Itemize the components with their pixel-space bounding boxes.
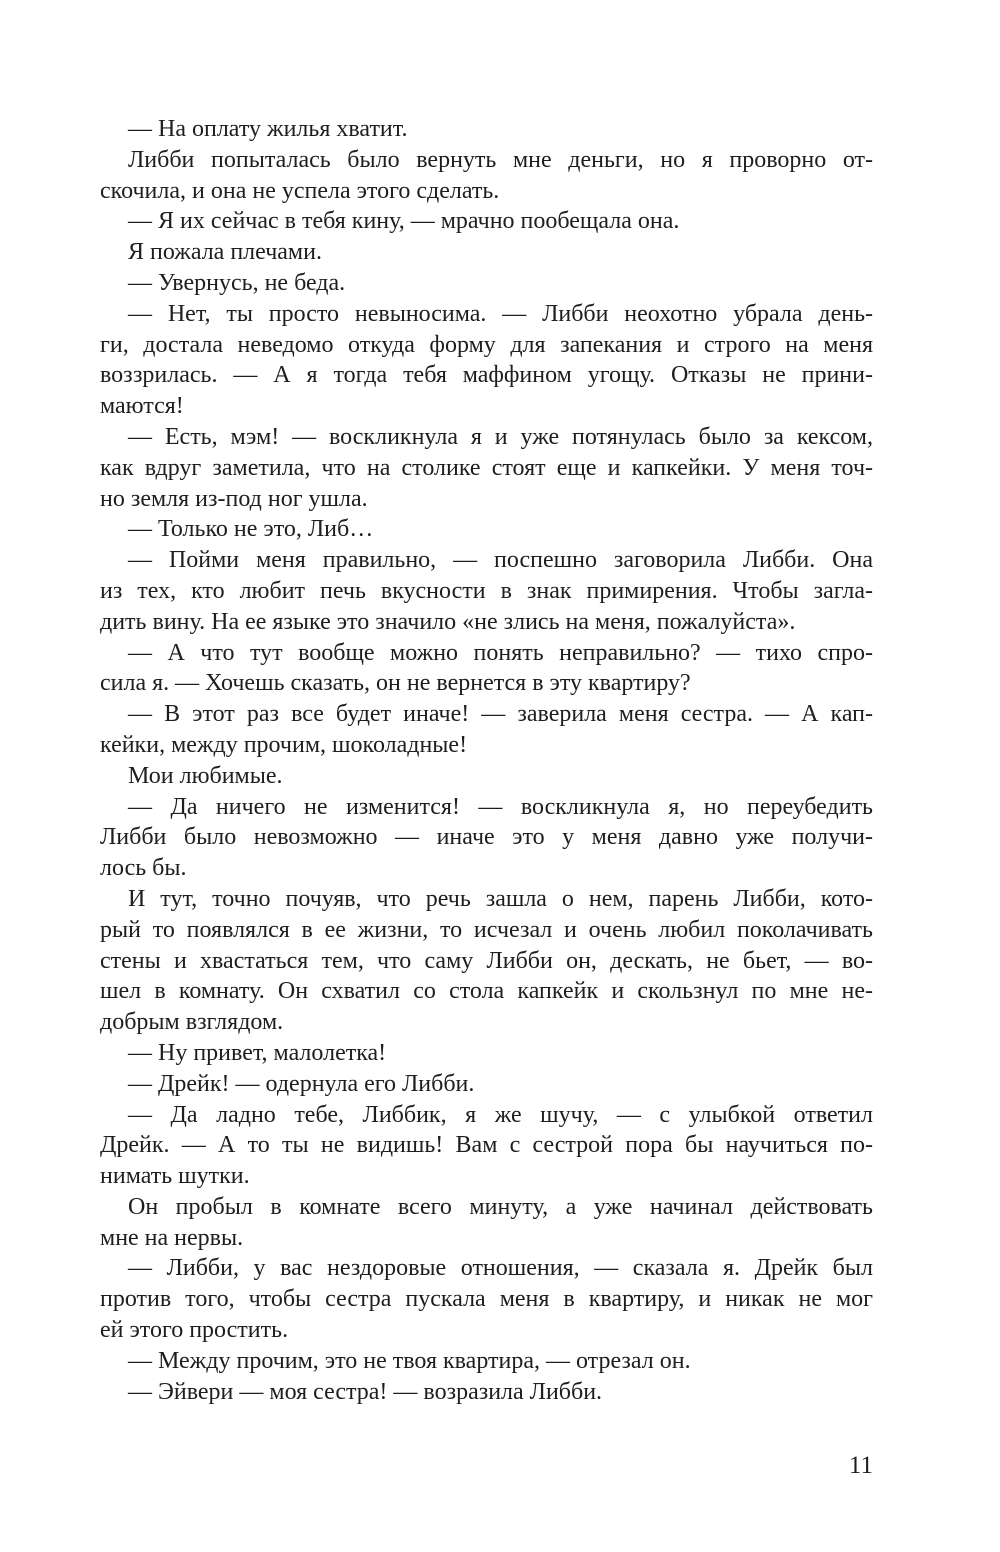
paragraph: [100, 1253, 873, 1345]
text-line: ги, достала неведомо откуда форму для запекания и строго на меня: [100, 331, 873, 358]
paragraph: [100, 299, 873, 422]
text-line: скочила, и она не успела этого сделать.: [100, 177, 500, 204]
text-line: но земля из-под ног ушла.: [100, 485, 368, 512]
text-line: воззрилась. — А я тогда тебя маффином угощу. Отказы не прини-: [100, 362, 873, 389]
text-line: как вдруг заметила, что на столике стоят еще и капкейки. У меня точ-: [100, 454, 873, 481]
text-line: против того, чтобы сестра пускала меня в квартиру, и никак не мог: [100, 1286, 873, 1313]
text-line: — Дрейк! — одернула его Либби.: [128, 1070, 475, 1097]
paragraph: [100, 1038, 873, 1069]
paragraph: [100, 514, 873, 545]
text-line: — А что тут вообще можно понять неправильно? — тихо спро-: [128, 639, 873, 666]
paragraph: [100, 1377, 873, 1408]
text-line: лось бы.: [100, 855, 187, 882]
text-line: — Я их сейчас в тебя кину, — мрачно пообещала она.: [128, 208, 680, 235]
text-line: Я пожала плечами.: [128, 239, 322, 266]
text-line: из тех, кто любит печь вкусности в знак примирения. Чтобы загла-: [100, 577, 873, 604]
paragraph: [100, 1069, 873, 1100]
text-line: сила я. — Хочешь сказать, он не вернется в эту квартиру?: [100, 670, 691, 697]
paragraph: [100, 1100, 873, 1192]
text-line: — Между прочим, это не твоя квартира, — отрезал он.: [128, 1347, 691, 1374]
text-line: Дрейк. — А то ты не видишь! Вам с сестрой пора бы научиться по-: [100, 1132, 873, 1159]
paragraph: [100, 268, 873, 299]
paragraph: [100, 792, 873, 884]
text-line: — В этот раз все будет иначе! — заверила меня сестра. — А кап-: [128, 701, 873, 728]
text-line: — Увернусь, не беда.: [128, 269, 346, 296]
text-line: нимать шутки.: [100, 1163, 250, 1190]
text-line: — Пойми меня правильно, — поспешно заговорила Либби. Она: [128, 547, 873, 574]
text-line: — Да ничего не изменится! — воскликнула я, но переубедить: [128, 793, 873, 820]
text-line: мне на нервы.: [100, 1224, 244, 1251]
text-line: — Либби, у вас нездоровые отношения, — сказала я. Дрейк был: [128, 1255, 873, 1282]
paragraph: [100, 638, 873, 700]
text-line: шел в комнату. Он схватил со стола капкейк и скользнул по мне не-: [100, 978, 873, 1005]
text-line: — Эйвери — моя сестра! — возразила Либби.: [128, 1378, 603, 1405]
text-line: И тут, точно почуяв, что речь зашла о нем, парень Либби, кото-: [128, 885, 873, 912]
text-line: рый то появлялся в ее жизни, то исчезал и очень любил поколачивать: [100, 916, 873, 943]
text-line: Мои любимые.: [128, 762, 283, 789]
text-line: — Нет, ты просто невыносима. — Либби неохотно убрала день-: [128, 300, 873, 327]
paragraph: [100, 422, 873, 514]
text-line: стены и хвастаться тем, что саму Либби он, дескать, не бьет, — во-: [100, 947, 873, 974]
text-line: маются!: [100, 393, 184, 420]
text-line: добрым взглядом.: [100, 1009, 284, 1036]
text-line: Он пробыл в комнате всего минуту, а уже начинал действовать: [128, 1193, 873, 1220]
paragraph: [100, 761, 873, 792]
paragraph: [100, 699, 873, 761]
text-line: Либби попыталась было вернуть мне деньги, но я проворно от-: [128, 146, 873, 173]
paragraph: [100, 884, 873, 1038]
text-line: ей этого простить.: [100, 1317, 289, 1344]
paragraph: [100, 1192, 873, 1254]
paragraph: [100, 237, 873, 268]
paragraph: [100, 545, 873, 637]
text-line: — Только не это, Либ…: [128, 516, 374, 543]
paragraph: [100, 114, 873, 145]
body-text: [100, 114, 873, 1407]
text-line: дить вину. На ее языке это значило «не злись на меня, пожалуйста».: [100, 608, 796, 635]
paragraph: [100, 145, 873, 207]
paragraph: [100, 1346, 873, 1377]
text-line: Либби было невозможно — иначе это у меня давно уже получи-: [100, 824, 873, 851]
paragraph: [100, 206, 873, 237]
page-number: 11: [848, 1452, 873, 1479]
text-line: — Ну привет, малолетка!: [128, 1039, 387, 1066]
text-line: — На оплату жилья хватит.: [128, 116, 408, 142]
text-line: — Есть, мэм! — воскликнула я и уже потянулась было за кексом,: [128, 423, 873, 450]
text-line: кейки, между прочим, шоколадные!: [100, 731, 468, 758]
text-line: — Да ладно тебе, Либбик, я же шучу, — с улыбкой ответил: [128, 1101, 873, 1128]
